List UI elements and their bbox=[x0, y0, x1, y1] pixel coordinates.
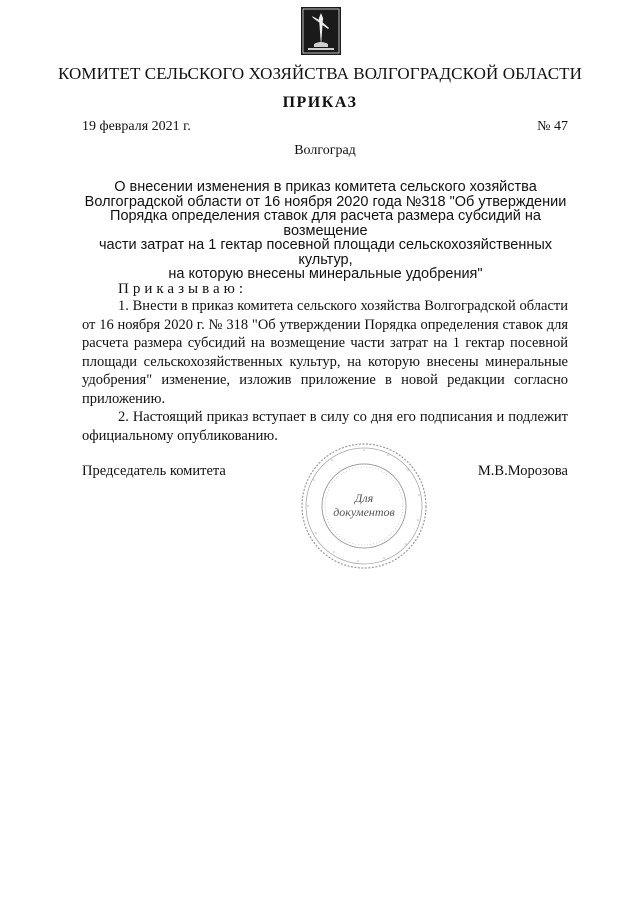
subject-line: на которую внесены минеральные удобрения" bbox=[168, 266, 483, 282]
subject-line: Волгоградской области от 16 ноября 2020 года №318 "Об утверждении bbox=[84, 193, 567, 210]
subject-line: части затрат на 1 гектар посевной площади сельскохозяйственных культур, bbox=[98, 237, 553, 268]
decree-word: Приказываю: bbox=[118, 281, 247, 297]
stamp-line: Для bbox=[354, 491, 374, 505]
subject-line: О внесении изменения в приказ комитета сельского хозяйства bbox=[114, 179, 537, 195]
paragraph: 2. Настоящий приказ вступает в силу со дня его подписания и подлежит официальному опубликованию. bbox=[82, 409, 568, 444]
subject-line: Порядка определения ставок для расчета размера субсидий на возмещение bbox=[110, 208, 541, 239]
signatory-name: М.В.Морозова bbox=[477, 463, 568, 479]
document-type: ПРИКАЗ bbox=[282, 94, 358, 111]
organization-name: КОМИТЕТ СЕЛЬСКОГО ХОЗЯЙСТВА ВОЛГОГРАДСКОЙ ОБЛАСТИ bbox=[57, 64, 582, 83]
signatory-role: Председатель комитета bbox=[82, 463, 226, 479]
document-subject bbox=[78, 180, 573, 282]
document-number: № 47 bbox=[537, 119, 568, 134]
stamp-line: документов bbox=[333, 505, 395, 519]
paragraph: 1. Внести в приказ комитета сельского хозяйства Волгоградской области от 16 ноября 2020 г. № 318 "Об утверждении Порядка определения ставок для расчета размера субсидий на возмещение части затрат на 1 гектар посевной площади сельскохозяйственных культур, на которую внесены минеральные удобрения" изменение, изложив приложение в новой редакции согласно приложению. bbox=[82, 298, 568, 407]
document-city: Волгоград bbox=[294, 143, 356, 158]
document-body bbox=[82, 297, 568, 445]
document-date: 19 февраля 2021 г. bbox=[82, 119, 191, 134]
seal-stamp-icon bbox=[298, 440, 430, 572]
coat-of-arms-icon bbox=[300, 6, 342, 56]
